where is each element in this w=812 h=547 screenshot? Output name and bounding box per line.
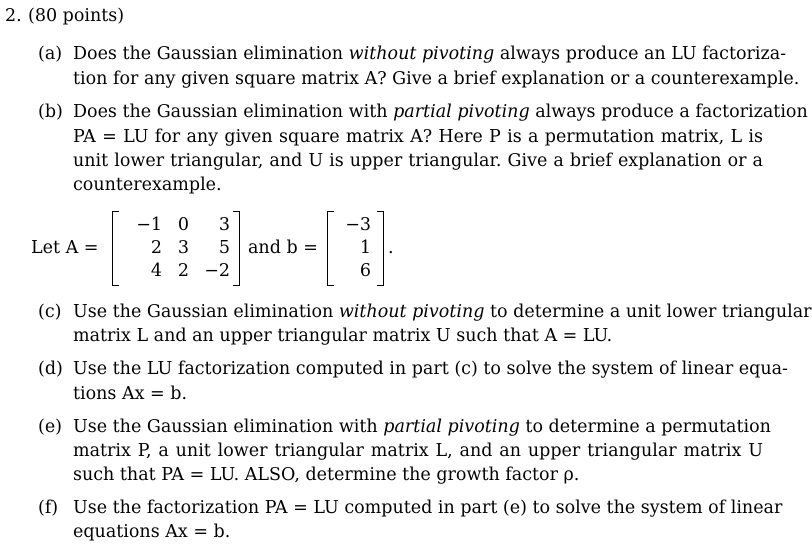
- matrix-A-cell: 2: [177, 261, 189, 281]
- part-e-label: (e): [38, 417, 63, 437]
- part-f-label: (f): [38, 498, 59, 518]
- vector-b-right-bracket: [377, 211, 384, 286]
- part-e-line-3: such that PA = LU. ALSO, determine the growth factor ρ.: [73, 465, 580, 485]
- part-d-label: (d): [38, 359, 63, 379]
- definition-period: .: [388, 238, 394, 258]
- part-d-line-1: Use the LU factorization computed in part (c) to solve the system of linear equa-: [73, 359, 788, 379]
- vector-b: [327, 211, 384, 287]
- part-f-line-1: Use the factorization PA = LU computed in part (e) to solve the system of linear: [73, 498, 783, 518]
- problem-number: 2.: [5, 6, 22, 26]
- matrix-A-cell: −1: [136, 215, 162, 235]
- part-e-line-1: Use the Gaussian elimination with partial pivoting to determine a permutation: [73, 417, 771, 437]
- problem-points: (80 points): [28, 6, 125, 26]
- matrix-A-cell: 0: [177, 215, 189, 235]
- let-a-label: Let A =: [31, 238, 99, 258]
- matrix-A-cell: −2: [204, 261, 230, 281]
- part-a-label: (a): [38, 44, 63, 64]
- vector-b-left-bracket: [327, 211, 334, 286]
- matrix-A-cell: 3: [218, 215, 230, 235]
- part-e-line-2: matrix P, a unit lower triangular matrix L, and an upper triangular matrix U: [73, 441, 763, 461]
- part-c-line-2: matrix L and an upper triangular matrix U such that A = LU.: [73, 326, 613, 346]
- part-a-line-1: Does the Gaussian elimination without pivoting always produce an LU factoriza-: [73, 44, 787, 64]
- part-a-line-2: tion for any given square matrix A? Give a brief explanation or a counterexample.: [73, 69, 800, 89]
- part-b-line-3: unit lower triangular, and U is upper triangular. Give a brief explanation or a: [73, 151, 763, 171]
- matrix-A-cell: 5: [218, 238, 230, 258]
- part-b-label: (b): [38, 102, 63, 122]
- vector-b-cell: −3: [345, 215, 371, 235]
- part-d-line-2: tions Ax = b.: [73, 384, 188, 404]
- matrix-A-cell: 4: [150, 261, 162, 281]
- matrix-A: [112, 211, 240, 287]
- vector-b-cell: 1: [359, 238, 371, 258]
- part-b-line-1: Does the Gaussian elimination with partial pivoting always produce a factorization: [73, 102, 808, 122]
- part-c-line-1: Use the Gaussian elimination without pivoting to determine a unit lower triangular: [73, 302, 812, 322]
- matrix-A-left-bracket: [112, 211, 119, 286]
- part-b-line-4: counterexample.: [73, 175, 222, 195]
- matrix-A-cell: 3: [177, 238, 189, 258]
- and-b-label: and b =: [248, 238, 318, 258]
- matrix-A-cell: 2: [150, 238, 162, 258]
- part-c-label: (c): [38, 302, 62, 322]
- part-b-line-2: PA = LU for any given square matrix A? Here P is a permutation matrix, L is: [73, 127, 763, 147]
- vector-b-cell: 6: [359, 261, 371, 281]
- matrix-A-right-bracket: [233, 211, 240, 286]
- part-f-line-2: equations Ax = b.: [73, 522, 231, 542]
